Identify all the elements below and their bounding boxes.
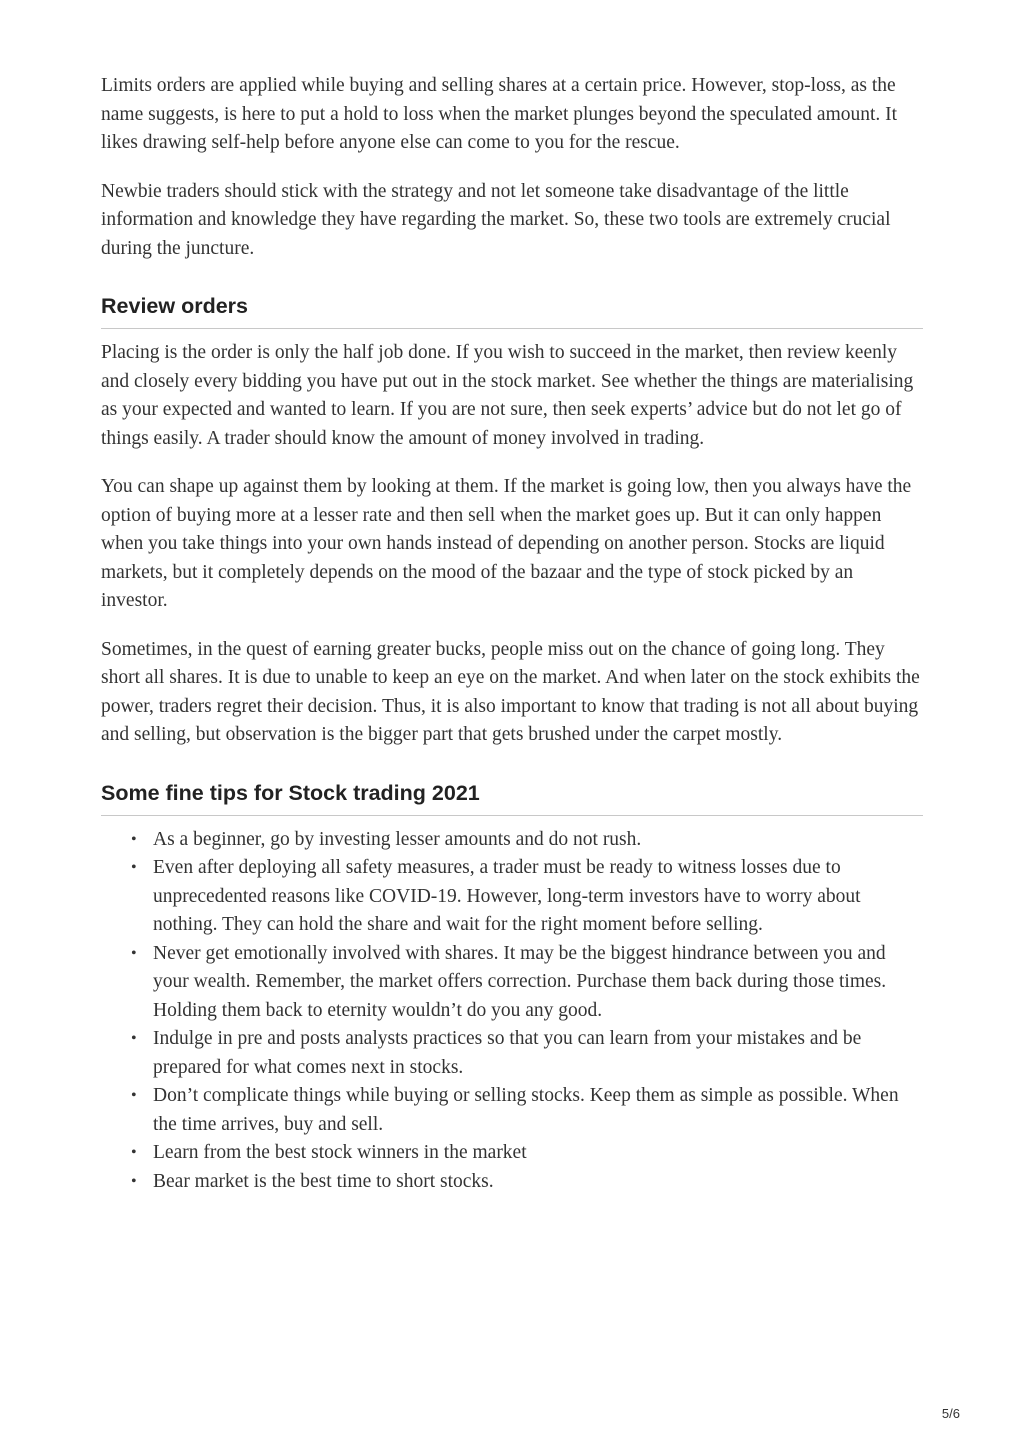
tips-heading: Some fine tips for Stock trading 2021 bbox=[101, 776, 923, 816]
list-item-text: As a beginner, go by investing lesser amounts and do not rush. bbox=[153, 828, 642, 850]
list-item: • Never get emotionally involved with shares. It may be the biggest hindrance between you and your wealth. Remember, the market offers correction. Purchase them back during those times. Holding them back to eternity wouldn’t do you any good. bbox=[131, 942, 887, 1021]
intro-paragraph-2: Newbie traders should stick with the strategy and not let someone take disadvantage of the little information and knowledge they have regarding the market. So, these two tools are extremely crucial during the juncture. bbox=[101, 180, 891, 259]
list-item: • Bear market is the best time to short stocks. bbox=[131, 1170, 494, 1192]
review-paragraph-3: Sometimes, in the quest of earning greater bucks, people miss out on the chance of going long. They short all shares. It is due to unable to keep an eye on the market. And when later on the stock exhibits the power, traders regret their decision. Thus, it is also important to know that trading is not all about buying and selling, but observation is the bigger part that gets brushed under the carpet mostly. bbox=[101, 638, 920, 745]
list-item: • Indulge in pre and posts analysts practices so that you can learn from your mistakes and be prepared for what comes next in stocks. bbox=[131, 1028, 862, 1078]
list-item-text: Indulge in pre and posts analysts practices so that you can learn from your mistakes and be prepared for what comes next in stocks. bbox=[153, 1028, 862, 1078]
list-item-text: Learn from the best stock winners in the market bbox=[153, 1142, 527, 1163]
review-paragraph-1: Placing is the order is only the half job done. If you wish to succeed in the market, then review keenly and closely every bidding you have put out in the stock market. See whether the things are materialising as your expected and wanted to learn. If you are not sure, then seek experts’ advice but do not let go of things easily. A trader should know the amount of money involved in trading. bbox=[101, 342, 914, 449]
list-item: • Learn from the best stock winners in the market bbox=[131, 1142, 527, 1163]
list-item-text: Don’t complicate things while buying or selling stocks. Keep them as simple as possible. When the time arrives, buy and sell. bbox=[153, 1085, 899, 1135]
page-number: 5/6 bbox=[941, 1406, 960, 1421]
intro-paragraph-1: Limits orders are applied while buying and selling shares at a certain price. However, stop-loss, as the name suggests, is here to put a hold to loss when the market plunges beyond the speculated amount. It likes drawing self-help before anyone else can come to you for the rescue. bbox=[101, 75, 898, 153]
list-item-text: Never get emotionally involved with shares. It may be the biggest hindrance between you and your wealth. Remember, the market offers correction. Purchase them back during those times. Holding them back to eternity wouldn’t do you any good. bbox=[153, 942, 887, 1021]
review-orders-heading: Review orders bbox=[101, 289, 923, 329]
tips-list bbox=[101, 826, 923, 1197]
list-item: • Don’t complicate things while buying or selling stocks. Keep them as simple as possible. When the time arrives, buy and sell. bbox=[131, 1085, 899, 1135]
list-item: • Even after deploying all safety measures, a trader must be ready to witness losses due to unprecedented reasons like COVID-19. However, long-term investors have to worry about nothing. They can hold the share and wait for the right moment before selling. bbox=[131, 857, 861, 935]
document-body bbox=[101, 72, 923, 1196]
review-paragraph-2: You can shape up against them by looking at them. If the market is going low, then you always have the option of buying more at a lesser rate and then sell when the market goes up. But it can only happen when you take things into your own hands instead of depending on another person. Stocks are liquid markets, but it completely depends on the mood of the bazaar and the type of stock picked by an investor. bbox=[101, 476, 912, 611]
list-item: • As a beginner, go by investing lesser amounts and do not rush. bbox=[131, 828, 642, 850]
list-item-text: Bear market is the best time to short stocks. bbox=[153, 1170, 494, 1192]
list-item-text: Even after deploying all safety measures, a trader must be ready to witness losses due to unprecedented reasons like COVID-19. However, long-term investors have to worry about nothing. They can hold the share and wait for the right moment before selling. bbox=[153, 857, 861, 935]
